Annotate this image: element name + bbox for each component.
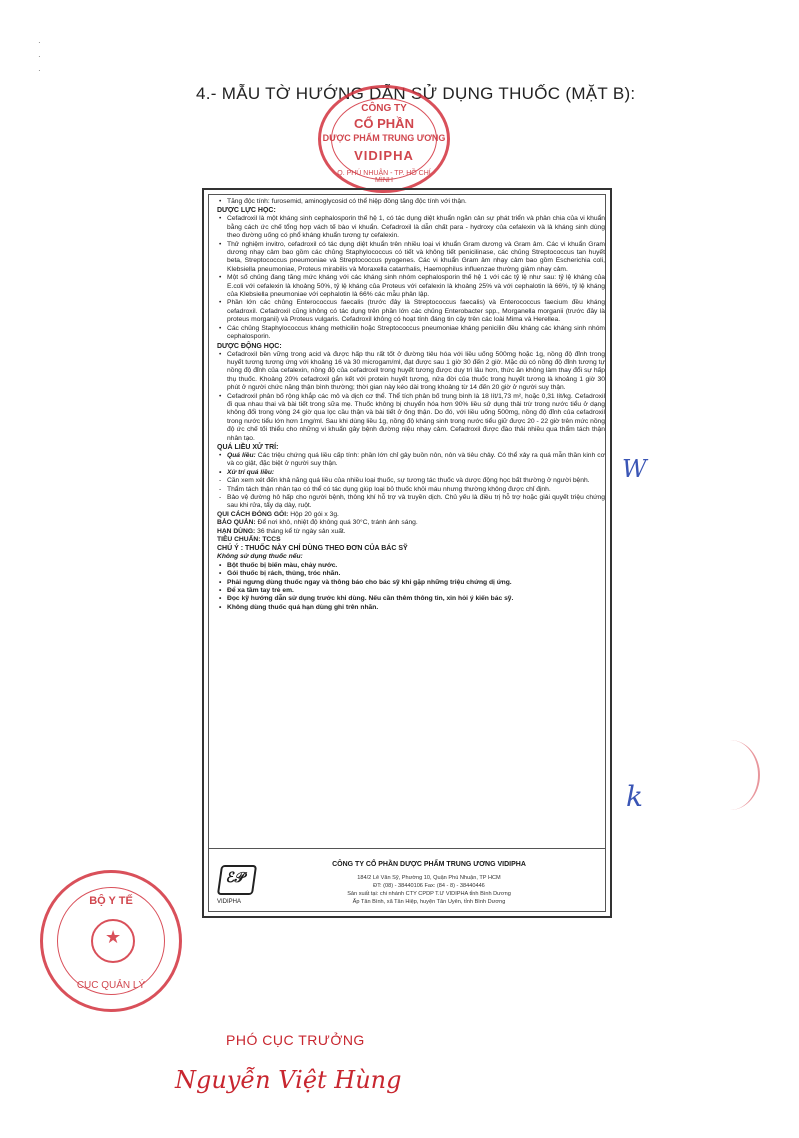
ministry-stamp-bottom: CỤC QUẢN LÝ [76, 980, 146, 991]
warning-item: • Gói thuốc bị rách, thủng, tróc nhãn. [217, 570, 605, 578]
prescription-notice: CHÚ Ý : THUỐC NÀY CHỈ DÙNG THEO ĐƠN CỦA BÁC SỸ [217, 545, 408, 553]
leaflet-frame [202, 188, 612, 918]
logo-name: VIDIPHA [217, 899, 242, 905]
signatory-title: PHÓ CỤC TRƯỞNG [226, 1032, 365, 1048]
warning-item: • Không dùng thuốc quá hạn dùng ghi trên nhãn. [217, 604, 605, 612]
interaction-note: • Tăng độc tính: furosemid, aminoglycosid có thể hiệp đồng tăng độc tính với thận. [217, 198, 605, 206]
pharmacokinetics-item: • Cefadroxil bền vững trong acid và được hấp thu rất tốt ở đường tiêu hóa với liều uống 500mg hoặc 1g, nồng độ đỉnh trong huyết tương tương ứng với khoảng 16 và 30 microgam/ml, đạt được sau 1 giờ 30 đến 2 giờ. Mặc dù có nồng độ đỉnh tương tự nồng độ đỉnh của cefalexin, nồng độ của cefadroxil trong huyết tương được duy trì lâu hơn, thức ăn không làm thay đổi sự hấp thụ thuốc. Khoảng 20% cefadroxil gắn kết với protein huyết tương, nửa đời của thuốc trong huyết tương là khoảng 1 giờ 30 phút ở người chức năng thận bình thường; thời gian này kéo dài trong khoảng từ 14 đến 20 giờ ở người suy thận. [217, 351, 605, 393]
overdose-sub2: • Xử trí quá liều: [217, 469, 605, 477]
packaging-label: QUI CÁCH ĐÓNG GÓI: [217, 510, 289, 518]
company-stamp-line3: DƯỢC PHẨM TRUNG ƯƠNG [322, 133, 446, 143]
overdose-heading: QUÁ LIỀU XỬ TRÍ: [217, 443, 279, 451]
vidipha-logo-icon [217, 865, 257, 895]
packaging-row [217, 511, 605, 519]
expiry-value: 36 tháng kể từ ngày sản xuất. [257, 527, 346, 535]
overdose-step: - Cần xem xét đến khả năng quá liều của nhiều loại thuốc, sự tương tác thuốc và dược động học bất thường ở người bệnh. [217, 477, 605, 485]
footer-address: 184/2 Lê Văn Sỹ, Phường 10, Quận Phú Nhuận, TP HCM [357, 875, 501, 881]
partial-stamp-edge [700, 740, 760, 810]
warning-item: • Phải ngưng dùng thuốc ngay và thông báo cho bác sỹ khi gặp những triệu chứng dị ứng. [217, 579, 605, 587]
footer-factory-address: Ấp Tân Bình, xã Tân Hiệp, huyện Tân Uyên, tỉnh Bình Dương [352, 899, 506, 905]
warning-item: • Đọc kỹ hướng dẫn sử dụng trước khi dùng. Nếu cần thêm thông tin, xin hỏi ý kiến bác sỹ. [217, 595, 605, 603]
storage-row [217, 519, 605, 527]
footer-divider [209, 848, 605, 849]
pharmacodynamics-item: • Cefadroxil là một kháng sinh cephalosporin thế hệ 1, có tác dụng diệt khuẩn ngăn cản sự phát triển và phân chia của vi khuẩn bằng cách ức chế tổng hợp vách tế bào vi khuẩn. Cefadroxil là dẫn chất para - hydroxy của cefalexin và là kháng sinh dùng theo đường uống có phổ kháng khuẩn tương tự cefalexin. [217, 215, 605, 240]
pharmacodynamics-item: • Thử nghiệm invitro, cefadroxil có tác dụng diệt khuẩn trên nhiều loại vi khuẩn Gram dương và Gram âm. Các vi khuẩn Gram dương nhạy cảm bao gồm các chủng Staphylococcus có tiết và không tiết penicilinase, các chủng Streptococcus tan huyết beta, Streptococcus pneumoniae và Streptococcus pyogenes. Các vi khuẩn Gram âm nhạy cảm bao gồm Escherichia coli, Klebsiella pneumoniae, Proteus mirabilis và Moraxella catarrhalis, Haemophilus influenzae thường giảm nhạy cảm. [217, 241, 605, 275]
ministry-stamp-top: BỘ Y TẾ [89, 895, 133, 907]
footer-company: CÔNG TY CỔ PHẦN DƯỢC PHẨM TRUNG ƯƠNG VIDIPHA [332, 861, 526, 868]
overdose-step: - Bảo vệ đường hô hấp cho người bệnh, thông khí hỗ trợ và truyền dịch. Chủ yếu là điều trị hỗ trợ hoặc giải quyết triệu chứng sau khi rửa, tẩy dạ dày, ruột. [217, 494, 605, 511]
footer-factory: Sản xuất tại: chi nhánh CTY CPDP T.Ư VIDIPHA tỉnh Bình Dương [347, 891, 511, 897]
overdose-sub1-text: Các triệu chứng quá liều cấp tính: phần lớn chỉ gây buồn nôn, nôn và tiêu chảy. Có thể xảy ra quá mẫn thần kinh cơ và co giật, đặc biệt ở người suy thận. [227, 451, 605, 468]
company-stamp-line1: CÔNG TY [361, 103, 407, 114]
footer-phone: ĐT: (08) - 38440106 Fax: (84 - 8) - 38440446 [373, 883, 485, 889]
handwritten-mark: W [622, 455, 647, 483]
storage-value: Để nơi khô, nhiệt độ không quá 30°C, tránh ánh sáng. [257, 519, 418, 527]
warning-item: • Bột thuốc bị biến màu, chảy nước. [217, 562, 605, 570]
storage-label: BẢO QUẢN: [217, 519, 256, 527]
company-stamp [318, 85, 450, 193]
overdose-sub1: Quá liều: [227, 451, 256, 459]
warning-heading: Không sử dụng thuốc nếu: [217, 553, 303, 561]
page-title: 4.- MẪU TỜ HƯỚNG DẪN SỬ DỤNG THUỐC (MẶT B): [196, 84, 636, 103]
standard-label: TIÊU CHUẨN: [217, 536, 261, 544]
company-stamp-line4: VIDIPHA [354, 148, 414, 163]
ministry-stamp [40, 870, 182, 1012]
leaflet-content [217, 198, 605, 612]
logo-mark: ℰ𝒫 [225, 870, 246, 886]
standard-row [217, 536, 605, 544]
expiry-label: HẠN DÙNG: [217, 527, 256, 535]
signatory-name: Nguyễn Việt Hùng [175, 1066, 402, 1094]
national-emblem-icon [91, 919, 135, 963]
handwritten-mark: k [626, 780, 643, 813]
expiry-row [217, 528, 605, 536]
pharmacokinetics-heading: DƯỢC ĐỘNG HỌC: [217, 342, 282, 350]
overdose-step: - Thẩm tách thận nhân tạo có thể có tác dụng giúp loại bỏ thuốc khỏi máu nhưng thường không được chỉ định. [217, 486, 605, 494]
company-stamp-ring: Q. PHÚ NHUẬN - TP. HỒ CHÍ MINH [337, 170, 431, 184]
pharmacodynamics-item: • Các chủng Staphylococcus kháng methicilin hoặc Streptococcus pneumoniae kháng penicilin đều kháng các kháng sinh nhóm cephalosporin. [217, 325, 605, 342]
warning-item: • Để xa tầm tay trẻ em. [217, 587, 605, 595]
pharmacodynamics-item: • Phần lớn các chủng Enterococcus faecalis (trước đây là Streptococcus faecalis) và Enterococcus faecium đều kháng cefadroxil. Cefadroxil cũng không có tác dụng trên phần lớn các chủng Enterobacter spp., Morganella morganii (trước đây là proteus morganii) và Proteus vulgaris. Cefadroxil không có hoạt tính đáng tin cậy trên các loài Mima và Herellea. [217, 299, 605, 324]
company-stamp-line2: CỔ PHẦN [354, 116, 414, 131]
standard-value: TCCS [262, 536, 281, 544]
pharmacodynamics-heading: DƯỢC LỰC HỌC: [217, 207, 276, 215]
packaging-value: Hộp 20 gói x 3g. [290, 510, 339, 518]
scan-specks: · · · [38, 38, 41, 75]
pharmacodynamics-item: • Một số chủng đang tăng mức kháng với các kháng sinh nhóm cephalosporin thế hệ 1 với các tỷ lệ như sau: tỷ lệ kháng của E.coli với cefalexin là khoảng 50%, tỷ lệ kháng của Proteus với cefalexin là khoảng 25% và với cephalotin là 66%, tỷ lệ kháng của Klebsiella pneumoniae với cephalotin là 66% các mẫu phân lập. [217, 274, 605, 299]
overdose-symptoms [217, 452, 605, 469]
pharmacokinetics-item: • Cefadroxil phân bố rộng khắp các mô và dịch cơ thể. Thể tích phân bố trung bình là 18 lít/1,73 m², hoặc 0,31 lít/kg. Cefadroxil đi qua nhau thai và bài tiết trong sữa mẹ. Thuốc không bị chuyển hóa hơn 90% liều sử dụng thải trừ trong nước tiểu ở dạng không đổi trong vòng 24 giờ qua lọc cầu thận và bài tiết ở ống thận. Do đó, với liều uống 500mg, nồng độ đỉnh của cefadroxil trong nước tiểu lớn hơn 1mg/ml. Sau khi dùng liều 1g, nồng độ kháng sinh trong nước tiểu giữ được 20 - 22 giờ trên mức nồng độ ức chế tối thiểu cho những vi khuẩn gây bệnh đường niệu nhạy cảm. Cefadroxil được đào thải nhiều qua thẩm tách thận nhân tạo. [217, 393, 605, 443]
